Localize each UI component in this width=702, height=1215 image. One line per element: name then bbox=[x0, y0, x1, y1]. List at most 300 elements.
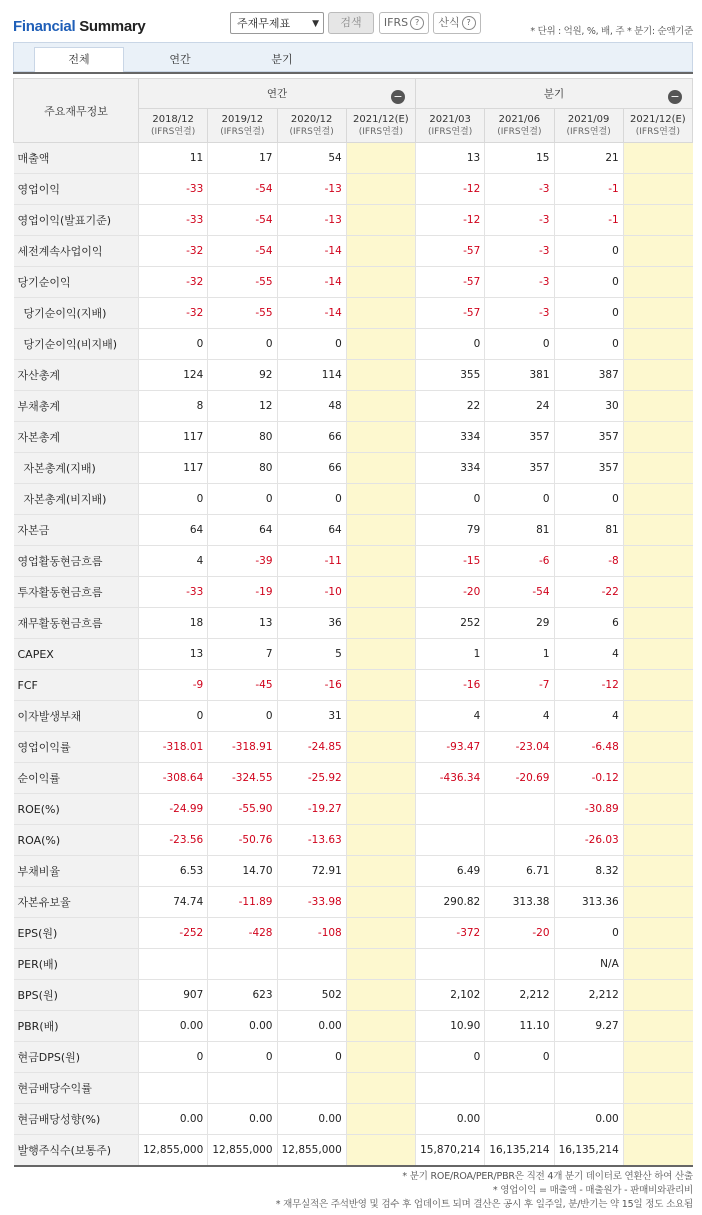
table-cell: -54 bbox=[208, 174, 277, 205]
table-cell: 14.70 bbox=[208, 856, 277, 887]
table-cell bbox=[623, 515, 692, 546]
table-cell: 0 bbox=[485, 329, 554, 360]
ifrs-help-button[interactable]: IFRS ? bbox=[379, 12, 429, 34]
table-row bbox=[14, 1073, 693, 1104]
row-label: PBR(배) bbox=[14, 1011, 139, 1042]
group-header-annual: 연간 − bbox=[139, 79, 416, 109]
period-header bbox=[554, 109, 623, 143]
table-cell: 0 bbox=[554, 236, 623, 267]
table-cell: 4 bbox=[139, 546, 208, 577]
row-label: 매출액 bbox=[14, 143, 139, 174]
table-cell: -33 bbox=[139, 577, 208, 608]
table-cell: -6.48 bbox=[554, 732, 623, 763]
table-cell: -1 bbox=[554, 205, 623, 236]
table-cell: 13 bbox=[139, 639, 208, 670]
table-cell bbox=[346, 1011, 415, 1042]
table-cell bbox=[623, 825, 692, 856]
table-cell: -1 bbox=[554, 174, 623, 205]
table-cell: -318.01 bbox=[139, 732, 208, 763]
table-cell bbox=[346, 1073, 415, 1104]
table-row bbox=[14, 174, 693, 205]
table-cell: 66 bbox=[277, 453, 346, 484]
table-cell bbox=[277, 1073, 346, 1104]
table-cell: 0 bbox=[277, 484, 346, 515]
row-label: 자본총계 bbox=[14, 422, 139, 453]
table-cell: 8.32 bbox=[554, 856, 623, 887]
table-cell: 0.00 bbox=[139, 1104, 208, 1135]
table-cell: -252 bbox=[139, 918, 208, 949]
row-label: CAPEX bbox=[14, 639, 139, 670]
row-label: PER(배) bbox=[14, 949, 139, 980]
statement-type-select[interactable]: 주재무제표 ▼ bbox=[230, 12, 324, 34]
row-label: ROA(%) bbox=[14, 825, 139, 856]
table-cell: -15 bbox=[416, 546, 485, 577]
table-cell bbox=[485, 825, 554, 856]
table-row bbox=[14, 267, 693, 298]
table-row bbox=[14, 887, 693, 918]
row-label: 부채총계 bbox=[14, 391, 139, 422]
table-cell: 24 bbox=[485, 391, 554, 422]
table-cell: 16,135,214 bbox=[485, 1135, 554, 1166]
period-date: 2021/12(E) bbox=[353, 113, 409, 125]
row-label: 자본유보율 bbox=[14, 887, 139, 918]
row-label: 현금배당성향(%) bbox=[14, 1104, 139, 1135]
table-cell: -13 bbox=[277, 174, 346, 205]
group-header-quarter: 분기 − bbox=[416, 79, 693, 109]
table-cell bbox=[346, 856, 415, 887]
table-cell bbox=[416, 825, 485, 856]
table-cell: 0 bbox=[485, 1042, 554, 1073]
table-cell bbox=[623, 546, 692, 577]
table-cell: 117 bbox=[139, 422, 208, 453]
period-basis: (IFRS연결) bbox=[289, 126, 334, 137]
table-cell: 357 bbox=[485, 453, 554, 484]
table-cell bbox=[139, 949, 208, 980]
period-basis: (IFRS연결) bbox=[566, 126, 611, 137]
row-label: EPS(원) bbox=[14, 918, 139, 949]
table-cell: 10.90 bbox=[416, 1011, 485, 1042]
table-cell bbox=[623, 887, 692, 918]
table-cell: -32 bbox=[139, 298, 208, 329]
table-cell bbox=[623, 143, 692, 174]
table-cell: 313.36 bbox=[554, 887, 623, 918]
row-label: FCF bbox=[14, 670, 139, 701]
footnote: * 분기 ROE/ROA/PER/PBR은 직전 4개 분기 데이터로 연환산 하여 산출 bbox=[402, 1171, 693, 1182]
row-label: 자본총계(비지배) bbox=[14, 484, 139, 515]
tab-all[interactable]: 전체 bbox=[34, 47, 124, 73]
row-label: 영업이익(발표기준) bbox=[14, 205, 139, 236]
row-label: 자산총계 bbox=[14, 360, 139, 391]
table-row bbox=[14, 391, 693, 422]
row-label: 현금배당수익률 bbox=[14, 1073, 139, 1104]
table-cell: 0.00 bbox=[416, 1104, 485, 1135]
corner-header: 주요재무정보 bbox=[14, 79, 139, 143]
table-cell: 9.27 bbox=[554, 1011, 623, 1042]
table-row bbox=[14, 794, 693, 825]
table-cell: -3 bbox=[485, 205, 554, 236]
table-cell: 15 bbox=[485, 143, 554, 174]
table-cell: -20 bbox=[485, 918, 554, 949]
table-cell: -14 bbox=[277, 236, 346, 267]
table-cell bbox=[346, 608, 415, 639]
row-label: 재무활동현금흐름 bbox=[14, 608, 139, 639]
table-cell bbox=[623, 484, 692, 515]
table-row bbox=[14, 546, 693, 577]
table-cell: -33 bbox=[139, 205, 208, 236]
period-basis: (IFRS연결) bbox=[358, 126, 403, 137]
table-cell: -93.47 bbox=[416, 732, 485, 763]
table-cell: 0.00 bbox=[277, 1104, 346, 1135]
table-cell: 0 bbox=[139, 1042, 208, 1073]
table-cell: -13.63 bbox=[277, 825, 346, 856]
table-cell: 6 bbox=[554, 608, 623, 639]
table-cell: 11.10 bbox=[485, 1011, 554, 1042]
table-cell: 0 bbox=[139, 484, 208, 515]
table-cell: 114 bbox=[277, 360, 346, 391]
table-cell: -12 bbox=[554, 670, 623, 701]
table-cell: -6 bbox=[485, 546, 554, 577]
table-cell bbox=[346, 825, 415, 856]
table-cell: 7 bbox=[208, 639, 277, 670]
table-cell: 0 bbox=[208, 329, 277, 360]
table-cell: 0 bbox=[208, 1042, 277, 1073]
table-cell: -11.89 bbox=[208, 887, 277, 918]
table-cell bbox=[346, 298, 415, 329]
table-cell: 4 bbox=[416, 701, 485, 732]
tab-quarter[interactable]: 분기 bbox=[271, 53, 293, 66]
table-cell: -24.85 bbox=[277, 732, 346, 763]
table-cell: 907 bbox=[139, 980, 208, 1011]
table-cell: 12,855,000 bbox=[208, 1135, 277, 1166]
table-cell bbox=[623, 236, 692, 267]
row-label: 현금DPS(원) bbox=[14, 1042, 139, 1073]
table-cell: 4 bbox=[554, 701, 623, 732]
table-cell: 623 bbox=[208, 980, 277, 1011]
period-date: 2021/09 bbox=[567, 113, 610, 125]
table-cell: 357 bbox=[554, 422, 623, 453]
table-cell: 0.00 bbox=[139, 1011, 208, 1042]
table-cell: 0 bbox=[139, 329, 208, 360]
table-cell bbox=[554, 1042, 623, 1073]
table-cell bbox=[623, 670, 692, 701]
table-cell bbox=[485, 1104, 554, 1135]
table-cell: -45 bbox=[208, 670, 277, 701]
table-cell: 0 bbox=[554, 267, 623, 298]
table-cell bbox=[623, 1104, 692, 1135]
divider bbox=[13, 72, 693, 74]
table-cell: -20 bbox=[416, 577, 485, 608]
period-date: 2021/12(E) bbox=[630, 113, 686, 125]
table-row bbox=[14, 360, 693, 391]
table-row bbox=[14, 732, 693, 763]
table-cell bbox=[623, 949, 692, 980]
table-cell bbox=[346, 763, 415, 794]
table-cell: 22 bbox=[416, 391, 485, 422]
table-cell: -57 bbox=[416, 267, 485, 298]
row-label: 영업이익 bbox=[14, 174, 139, 205]
table-cell bbox=[346, 360, 415, 391]
table-cell bbox=[623, 980, 692, 1011]
table-cell bbox=[346, 1042, 415, 1073]
period-date: 2021/06 bbox=[498, 113, 541, 125]
table-cell: -55 bbox=[208, 267, 277, 298]
period-basis: (IFRS연결) bbox=[151, 126, 196, 137]
table-cell: 1 bbox=[416, 639, 485, 670]
table-cell: 4 bbox=[485, 701, 554, 732]
period-header bbox=[416, 109, 485, 143]
period-tabs bbox=[13, 42, 693, 72]
page-title: Financial Summary bbox=[13, 18, 146, 35]
table-cell bbox=[623, 453, 692, 484]
table-row bbox=[14, 1104, 693, 1135]
table-cell: -3 bbox=[485, 236, 554, 267]
table-cell: -23.56 bbox=[139, 825, 208, 856]
table-cell: -13 bbox=[277, 205, 346, 236]
table-cell: -324.55 bbox=[208, 763, 277, 794]
table-cell: 30 bbox=[554, 391, 623, 422]
table-cell bbox=[346, 205, 415, 236]
row-label: 당기순이익(비지배) bbox=[14, 329, 139, 360]
table-row bbox=[14, 484, 693, 515]
table-cell: -54 bbox=[208, 236, 277, 267]
table-cell bbox=[623, 732, 692, 763]
table-cell: 2,212 bbox=[485, 980, 554, 1011]
table-cell bbox=[346, 515, 415, 546]
table-cell: 0.00 bbox=[277, 1011, 346, 1042]
table-cell: 0 bbox=[416, 484, 485, 515]
table-cell: 124 bbox=[139, 360, 208, 391]
row-label: 부채비율 bbox=[14, 856, 139, 887]
period-basis: (IFRS연결) bbox=[635, 126, 680, 137]
financial-table bbox=[13, 78, 693, 1167]
row-label: BPS(원) bbox=[14, 980, 139, 1011]
table-cell: -16 bbox=[277, 670, 346, 701]
footnote: * 영업이익 = 매출액 - 매출원가 - 판매비와관리비 bbox=[492, 1185, 693, 1196]
table-cell: -57 bbox=[416, 298, 485, 329]
period-header bbox=[277, 109, 346, 143]
table-cell: 8 bbox=[139, 391, 208, 422]
table-cell bbox=[346, 732, 415, 763]
collapse-annual-icon[interactable]: − bbox=[391, 90, 405, 104]
table-cell bbox=[346, 143, 415, 174]
table-cell: -16 bbox=[416, 670, 485, 701]
table-row bbox=[14, 1042, 693, 1073]
table-cell: 0 bbox=[208, 701, 277, 732]
table-cell bbox=[554, 1073, 623, 1104]
table-cell: 355 bbox=[416, 360, 485, 391]
table-cell: 0 bbox=[554, 329, 623, 360]
period-header bbox=[208, 109, 277, 143]
row-label: 세전계속사업이익 bbox=[14, 236, 139, 267]
table-row bbox=[14, 143, 693, 174]
table-cell: -9 bbox=[139, 670, 208, 701]
table-row bbox=[14, 918, 693, 949]
table-row bbox=[14, 701, 693, 732]
row-label: 영업활동현금흐름 bbox=[14, 546, 139, 577]
row-label: 당기순이익(지배) bbox=[14, 298, 139, 329]
table-cell: 31 bbox=[277, 701, 346, 732]
table-cell: 29 bbox=[485, 608, 554, 639]
table-cell: 0 bbox=[554, 484, 623, 515]
table-cell: -25.92 bbox=[277, 763, 346, 794]
table-cell: -39 bbox=[208, 546, 277, 577]
table-cell bbox=[346, 391, 415, 422]
table-cell bbox=[623, 329, 692, 360]
table-cell: 0 bbox=[277, 329, 346, 360]
table-cell: -3 bbox=[485, 174, 554, 205]
table-cell: 0.00 bbox=[208, 1104, 277, 1135]
table-cell: -32 bbox=[139, 236, 208, 267]
chevron-down-icon: ▼ bbox=[312, 19, 319, 29]
table-cell bbox=[623, 360, 692, 391]
table-cell: 290.82 bbox=[416, 887, 485, 918]
table-cell bbox=[346, 701, 415, 732]
period-header bbox=[139, 109, 208, 143]
table-cell: -32 bbox=[139, 267, 208, 298]
table-row bbox=[14, 980, 693, 1011]
table-cell bbox=[208, 949, 277, 980]
period-header bbox=[346, 109, 415, 143]
table-cell bbox=[346, 980, 415, 1011]
table-cell: 74.74 bbox=[139, 887, 208, 918]
table-cell bbox=[623, 794, 692, 825]
help-icon: ? bbox=[462, 16, 476, 30]
table-cell: 16,135,214 bbox=[554, 1135, 623, 1166]
table-cell bbox=[346, 639, 415, 670]
table-cell: 81 bbox=[554, 515, 623, 546]
table-row bbox=[14, 825, 693, 856]
table-cell bbox=[623, 639, 692, 670]
table-cell bbox=[623, 1073, 692, 1104]
table-cell: -14 bbox=[277, 298, 346, 329]
table-cell: 0 bbox=[139, 701, 208, 732]
table-cell: -11 bbox=[277, 546, 346, 577]
table-cell bbox=[346, 422, 415, 453]
table-cell bbox=[623, 174, 692, 205]
table-cell: 64 bbox=[139, 515, 208, 546]
table-cell bbox=[277, 949, 346, 980]
table-cell: -7 bbox=[485, 670, 554, 701]
table-row bbox=[14, 577, 693, 608]
table-cell: 0.00 bbox=[554, 1104, 623, 1135]
table-cell: 6.53 bbox=[139, 856, 208, 887]
row-label: 당기순이익 bbox=[14, 267, 139, 298]
table-cell: 357 bbox=[554, 453, 623, 484]
table-cell: 2,212 bbox=[554, 980, 623, 1011]
table-cell: -23.04 bbox=[485, 732, 554, 763]
table-cell: -3 bbox=[485, 298, 554, 329]
table-cell: -20.69 bbox=[485, 763, 554, 794]
tab-annual[interactable]: 연간 bbox=[169, 53, 191, 66]
table-cell: 0 bbox=[277, 1042, 346, 1073]
table-cell: 6.71 bbox=[485, 856, 554, 887]
search-button[interactable]: 검색 bbox=[328, 12, 374, 34]
table-cell bbox=[346, 236, 415, 267]
table-cell: 13 bbox=[416, 143, 485, 174]
table-cell bbox=[208, 1073, 277, 1104]
table-row bbox=[14, 453, 693, 484]
table-cell: 64 bbox=[208, 515, 277, 546]
table-cell bbox=[623, 267, 692, 298]
table-cell: -372 bbox=[416, 918, 485, 949]
table-cell: 48 bbox=[277, 391, 346, 422]
table-row bbox=[14, 639, 693, 670]
table-cell: -19 bbox=[208, 577, 277, 608]
table-cell: -12 bbox=[416, 205, 485, 236]
collapse-quarter-icon[interactable]: − bbox=[668, 90, 682, 104]
period-basis: (IFRS연결) bbox=[497, 126, 542, 137]
table-cell: -33 bbox=[139, 174, 208, 205]
table-cell: 15,870,214 bbox=[416, 1135, 485, 1166]
row-label: 자본총계(지배) bbox=[14, 453, 139, 484]
table-row bbox=[14, 236, 693, 267]
table-row bbox=[14, 205, 693, 236]
table-cell: 117 bbox=[139, 453, 208, 484]
table-cell bbox=[623, 1042, 692, 1073]
table-cell bbox=[623, 1011, 692, 1042]
table-cell: -8 bbox=[554, 546, 623, 577]
table-cell: -318.91 bbox=[208, 732, 277, 763]
table-cell bbox=[416, 794, 485, 825]
table-cell bbox=[623, 856, 692, 887]
table-cell bbox=[623, 391, 692, 422]
table-cell bbox=[346, 577, 415, 608]
table-cell bbox=[485, 794, 554, 825]
table-row bbox=[14, 298, 693, 329]
table-cell: -428 bbox=[208, 918, 277, 949]
table-cell: 80 bbox=[208, 422, 277, 453]
table-cell: 12,855,000 bbox=[139, 1135, 208, 1166]
period-date: 2019/12 bbox=[221, 113, 264, 125]
table-cell: 313.38 bbox=[485, 887, 554, 918]
table-cell bbox=[416, 1073, 485, 1104]
table-cell: 6.49 bbox=[416, 856, 485, 887]
table-cell: 387 bbox=[554, 360, 623, 391]
table-cell: 92 bbox=[208, 360, 277, 391]
table-cell bbox=[416, 949, 485, 980]
row-label: 자본금 bbox=[14, 515, 139, 546]
table-cell bbox=[346, 794, 415, 825]
table-cell: -0.12 bbox=[554, 763, 623, 794]
table-cell: -308.64 bbox=[139, 763, 208, 794]
period-date: 2021/03 bbox=[429, 113, 471, 125]
table-cell: -22 bbox=[554, 577, 623, 608]
table-cell: 81 bbox=[485, 515, 554, 546]
period-date: 2020/12 bbox=[290, 113, 333, 125]
table-cell: -55 bbox=[208, 298, 277, 329]
table-cell: 72.91 bbox=[277, 856, 346, 887]
table-cell: -50.76 bbox=[208, 825, 277, 856]
table-row bbox=[14, 1011, 693, 1042]
table-cell: 0 bbox=[208, 484, 277, 515]
table-cell bbox=[346, 546, 415, 577]
table-cell: -33.98 bbox=[277, 887, 346, 918]
table-cell: -10 bbox=[277, 577, 346, 608]
table-cell: 64 bbox=[277, 515, 346, 546]
table-cell bbox=[623, 205, 692, 236]
formula-help-button[interactable]: 산식 ? bbox=[433, 12, 481, 34]
table-cell: 252 bbox=[416, 608, 485, 639]
table-cell: -55.90 bbox=[208, 794, 277, 825]
table-cell: -54 bbox=[208, 205, 277, 236]
period-date: 2018/12 bbox=[152, 113, 194, 125]
row-label: ROE(%) bbox=[14, 794, 139, 825]
table-row bbox=[14, 515, 693, 546]
table-cell: 334 bbox=[416, 422, 485, 453]
table-cell: 5 bbox=[277, 639, 346, 670]
table-cell bbox=[346, 453, 415, 484]
table-cell: 1 bbox=[485, 639, 554, 670]
